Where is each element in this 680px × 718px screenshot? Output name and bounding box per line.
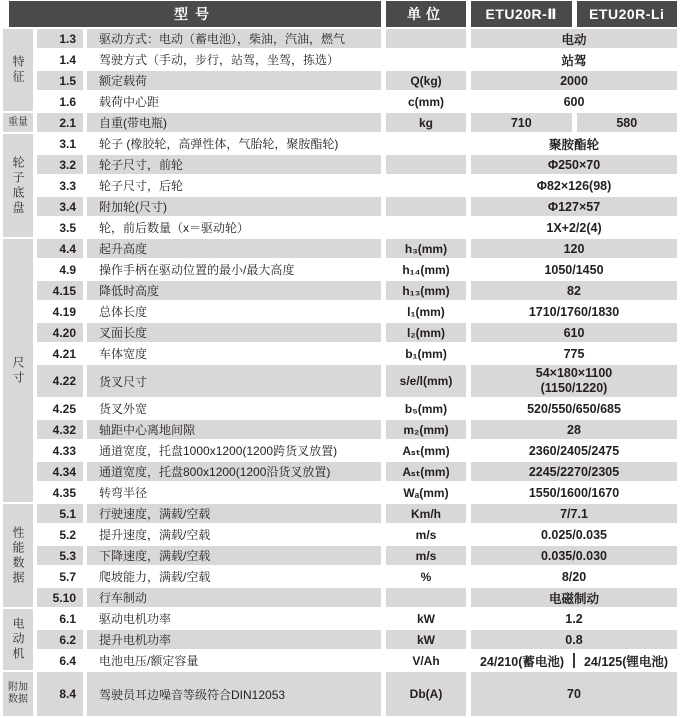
row-value: 1.2 <box>565 611 583 626</box>
row-description: 轴距中心离地间隙 <box>87 420 381 439</box>
row-description: 电池电压/额定容量 <box>99 654 199 668</box>
category-label: 尺寸 <box>3 239 33 502</box>
row-number: 5.3 <box>37 546 83 565</box>
spec-row <box>37 546 677 565</box>
row-description: 转弯半径 <box>99 486 148 500</box>
spec-row <box>37 323 677 342</box>
row-description: 自重(带电瓶) <box>87 113 381 132</box>
row-value-model1: 24/210(蓄电池) <box>479 654 565 669</box>
section-features <box>3 29 677 113</box>
row-number: 4.35 <box>52 485 76 500</box>
row-description: 行车制动 <box>87 588 381 607</box>
row-value-pair <box>471 651 677 670</box>
spec-row <box>37 155 677 174</box>
category-label <box>3 672 33 716</box>
category-label: 性能数据 <box>3 504 33 607</box>
row-number: 4.19 <box>52 304 76 319</box>
row-number: 1.3 <box>37 29 83 48</box>
row-number: 3.2 <box>37 155 83 174</box>
row-value: 120 <box>471 239 677 258</box>
row-description: 货叉外宽 <box>99 402 148 416</box>
row-number: 5.10 <box>37 588 83 607</box>
spec-row <box>37 176 677 195</box>
row-description: 降低时高度 <box>87 281 381 300</box>
spec-row <box>37 399 677 418</box>
row-unit: h₁₃(mm) <box>386 281 466 300</box>
spec-row <box>37 420 677 439</box>
row-description: 提升电机功率 <box>87 630 381 649</box>
row-number: 4.25 <box>52 401 76 416</box>
spec-row <box>37 365 677 397</box>
row-value: 2000 <box>471 71 677 90</box>
category-label: 特征 <box>3 29 33 111</box>
spec-row <box>37 239 677 258</box>
row-value: 电动 <box>471 29 677 48</box>
row-description: 操作手柄在驱动位置的最小/最大高度 <box>99 263 295 277</box>
row-value: 1X+2/2(4) <box>546 220 602 235</box>
spec-row <box>37 344 677 363</box>
row-value: 610 <box>471 323 677 342</box>
spec-row <box>37 71 677 90</box>
row-unit: kW <box>386 630 466 649</box>
row-unit: V/Ah <box>412 653 440 668</box>
row-unit: Aₛₜ(mm) <box>402 443 450 458</box>
row-description: 轮，前后数量（x＝驱动轮） <box>99 221 250 235</box>
row-description: 附加轮(尺寸) <box>87 197 381 216</box>
row-unit <box>386 588 466 607</box>
row-unit: Wₐ(mm) <box>403 485 449 500</box>
category-line2: 数据 <box>8 694 28 705</box>
row-value-pair <box>471 113 677 132</box>
category-label: 重量 <box>3 113 33 132</box>
row-value: 1710/1760/1830 <box>528 304 620 319</box>
row-number: 5.7 <box>59 569 76 584</box>
row-unit: c(mm) <box>407 94 444 109</box>
row-description: 行驶速度，满载/空载 <box>87 504 381 523</box>
row-value: 775 <box>563 346 585 361</box>
header-model-col: 型号 <box>9 1 381 27</box>
row-unit: kg <box>386 113 466 132</box>
row-number: 4.33 <box>52 443 76 458</box>
row-description: 驾驶方式（手动，步行，站驾，坐驾，拣选） <box>99 53 340 67</box>
spec-row <box>37 462 677 481</box>
row-value: 8/20 <box>561 569 587 584</box>
row-number: 8.4 <box>37 672 83 716</box>
row-description: 货叉尺寸 <box>87 365 381 397</box>
row-unit <box>386 134 466 153</box>
spec-row <box>37 29 677 48</box>
row-number: 4.32 <box>37 420 83 439</box>
row-value: 7/7.1 <box>471 504 677 523</box>
row-value-model1: 710 <box>471 113 572 132</box>
section-performance <box>3 504 677 609</box>
row-unit <box>386 218 466 237</box>
row-number: 3.1 <box>59 136 76 151</box>
row-value-model2: 580 <box>577 113 678 132</box>
row-value: 电磁制动 <box>471 588 677 607</box>
spec-row <box>37 134 677 153</box>
row-value: 2360/2405/2475 <box>528 443 620 458</box>
row-unit: % <box>420 569 432 584</box>
row-number: 3.4 <box>37 197 83 216</box>
row-number: 6.1 <box>59 611 76 626</box>
row-description: 轮子尺寸，后轮 <box>99 179 184 193</box>
section-wheels <box>3 134 677 239</box>
row-number: 4.9 <box>59 262 76 277</box>
row-description: 下降速度，满载/空载 <box>87 546 381 565</box>
row-value: 600 <box>563 94 585 109</box>
row-unit: Km/h <box>386 504 466 523</box>
row-description: 通道宽度，托盘800x1200(1200沿货叉放置) <box>87 462 381 481</box>
row-number: 1.6 <box>59 94 76 109</box>
row-value: Φ82×126(98) <box>536 178 612 193</box>
row-unit: m/s <box>415 527 437 542</box>
row-unit <box>386 197 466 216</box>
row-description: 额定载荷 <box>87 71 381 90</box>
spec-row <box>37 281 677 300</box>
row-number: 6.2 <box>37 630 83 649</box>
row-unit <box>386 155 466 174</box>
row-unit: h₁₄(mm) <box>402 262 450 277</box>
header-model-1: ETU20R-Ⅱ <box>471 1 572 27</box>
row-number: 5.2 <box>59 527 76 542</box>
row-unit: m/s <box>386 546 466 565</box>
row-value: 站驾 <box>561 53 587 68</box>
spec-row <box>37 302 677 321</box>
row-unit: m₂(mm) <box>386 420 466 439</box>
row-value: 0.8 <box>471 630 677 649</box>
spec-row <box>37 218 677 237</box>
spec-row <box>37 483 677 502</box>
spec-row <box>37 113 677 132</box>
spec-row <box>37 630 677 649</box>
row-description: 载荷中心距 <box>99 95 160 109</box>
spec-row <box>37 92 677 111</box>
spec-row <box>37 588 677 607</box>
row-number: 4.4 <box>37 239 83 258</box>
row-description: 叉面长度 <box>87 323 381 342</box>
row-unit <box>386 176 466 195</box>
spec-table <box>3 0 677 718</box>
category-label: 电动机 <box>3 609 33 670</box>
row-description: 提升速度，满载/空载 <box>99 528 211 542</box>
row-number: 4.34 <box>37 462 83 481</box>
row-number: 4.22 <box>37 365 83 397</box>
row-value-line1: 54×180×1100 <box>535 366 613 380</box>
row-value: 28 <box>471 420 677 439</box>
spec-row <box>37 567 677 586</box>
row-unit: l₁(mm) <box>407 304 445 319</box>
spec-row <box>37 609 677 628</box>
section-dimensions <box>3 239 677 504</box>
row-description: 车体宽度 <box>99 347 148 361</box>
category-line1: 附加 <box>8 682 28 693</box>
spec-row <box>37 651 677 670</box>
row-value: 0.025/0.035 <box>540 527 608 542</box>
row-value: 82 <box>471 281 677 300</box>
row-description: 驱动电机功率 <box>99 612 172 626</box>
row-value: Φ250×70 <box>471 155 677 174</box>
row-unit: Q(kg) <box>386 71 466 90</box>
row-number: 4.21 <box>52 346 76 361</box>
row-description: 驾驶员耳边噪音等级符合DIN12053 <box>87 672 381 716</box>
spec-row <box>37 260 677 279</box>
row-description: 通道宽度，托盘1000x1200(1200跨货叉放置) <box>99 444 338 458</box>
row-value <box>471 365 677 397</box>
row-value: Φ127×57 <box>471 197 677 216</box>
row-unit <box>386 50 466 69</box>
row-number: 1.4 <box>59 52 76 67</box>
row-unit <box>386 29 466 48</box>
row-value: 聚胺酯轮 <box>548 137 599 152</box>
row-number: 4.20 <box>37 323 83 342</box>
row-number: 3.3 <box>59 178 76 193</box>
row-value: 0.035/0.030 <box>471 546 677 565</box>
row-value: 1550/1600/1670 <box>528 485 620 500</box>
row-unit: b₁(mm) <box>405 346 447 361</box>
spec-row <box>37 50 677 69</box>
row-value: 2245/2270/2305 <box>471 462 677 481</box>
row-unit: Aₛₜ(mm) <box>386 462 466 481</box>
row-number: 1.5 <box>37 71 83 90</box>
spec-row <box>37 504 677 523</box>
row-number: 3.5 <box>59 220 76 235</box>
row-unit: b₅(mm) <box>404 401 448 416</box>
row-description: 爬坡能力，满载/空载 <box>99 570 211 584</box>
header-models <box>471 1 677 27</box>
row-unit: kW <box>417 611 435 626</box>
row-unit: s/e/l(mm) <box>386 365 466 397</box>
header-model-2: ETU20R-Li <box>577 1 678 27</box>
spec-row <box>37 672 677 716</box>
row-value: 520/550/650/685 <box>527 401 621 416</box>
row-unit: Db(A) <box>386 672 466 716</box>
row-description: 轮子 (橡胶轮，高弹性体，气胎轮，聚胺酯轮) <box>99 137 339 151</box>
section-additional <box>3 672 677 718</box>
spec-row <box>37 197 677 216</box>
header-unit-col: 单位 <box>386 1 466 27</box>
row-description: 总体长度 <box>99 305 148 319</box>
row-unit: h₃(mm) <box>386 239 466 258</box>
category-label: 轮子底盘 <box>3 134 33 237</box>
section-motor <box>3 609 677 672</box>
row-value: 70 <box>471 672 677 716</box>
row-number: 2.1 <box>37 113 83 132</box>
row-value-model2: 24/125(锂电池) <box>583 654 669 669</box>
row-number: 5.1 <box>37 504 83 523</box>
spec-row <box>37 525 677 544</box>
row-description: 驱动方式：电动（蓄电池），柴油，汽油，燃气 <box>87 29 381 48</box>
row-description: 轮子尺寸，前轮 <box>87 155 381 174</box>
table-header <box>3 1 677 27</box>
row-value-line2: (1150/1220) <box>540 381 608 395</box>
spec-row <box>37 441 677 460</box>
section-weight <box>3 113 677 134</box>
row-number: 4.15 <box>37 281 83 300</box>
row-number: 6.4 <box>59 653 76 668</box>
row-unit: l₂(mm) <box>386 323 466 342</box>
row-value: 1050/1450 <box>544 262 604 277</box>
row-description: 起升高度 <box>87 239 381 258</box>
